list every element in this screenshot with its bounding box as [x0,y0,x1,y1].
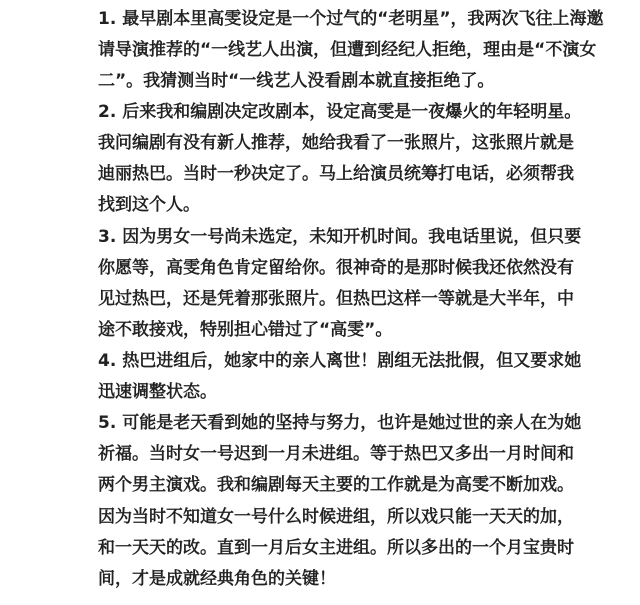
text-line: 迪丽热巴。当时一秒决定了。马上给演员统筹打电话，必须帮我 [98,164,574,184]
text-line: 迅速调整状态。 [98,382,217,402]
text-line: 两个男主演戏。我和编剧每天主要的工作就是为高雯不断加戏。 [98,475,574,495]
text-line: 3. 因为男女一号尚未选定，未知开机时间。我电话里说，但只要 [98,227,582,247]
text-line: 途不敢接戏，特别担心错过了“高雯”。 [98,320,393,340]
text-line: 和一天天的改。直到一月后女主进组。所以多出的一个月宝贵时 [98,538,574,558]
text-line: 1. 最早剧本里高雯设定是一个过气的“老明星”，我两次飞往上海邀 [98,9,604,29]
text-line: 因为当时不知道女一号什么时候进组，所以戏只能一天天的加， [98,507,574,527]
text-line: 5. 可能是老天看到她的坚持与努力，也许是她过世的亲人在为她 [98,413,582,433]
text-line: 请导演推荐的“一线艺人出演，但遭到经纪人拒绝，理由是“不演女 [98,40,597,60]
text-line: 2. 后来我和编剧决定改剧本，设定高雯是一夜爆火的年轻明星。 [98,102,582,122]
text-line: 间，才是成就经典角色的关键！ [98,569,336,589]
text-line: 二”。我猜测当时“一线艺人没看剧本就直接拒绝了。 [98,71,495,91]
text-line: 找到这个人。 [98,195,200,215]
text-line: 我问编剧有没有新人推荐，她给我看了一张照片，这张照片就是 [98,133,574,153]
text-line: 祈福。当时女一号迟到一月未进组。等于热巴又多出一月时间和 [98,444,574,464]
text-line: 见过热巴，还是凭着那张照片。但热巴这样一等就是大半年，中 [98,289,574,309]
text-line: 4. 热巴进组后，她家中的亲人离世！剧组无法批假，但又要求她 [98,351,582,371]
text-line: 你愿等，高雯角色肯定留给你。很神奇的是那时候我还依然没有 [98,258,574,278]
